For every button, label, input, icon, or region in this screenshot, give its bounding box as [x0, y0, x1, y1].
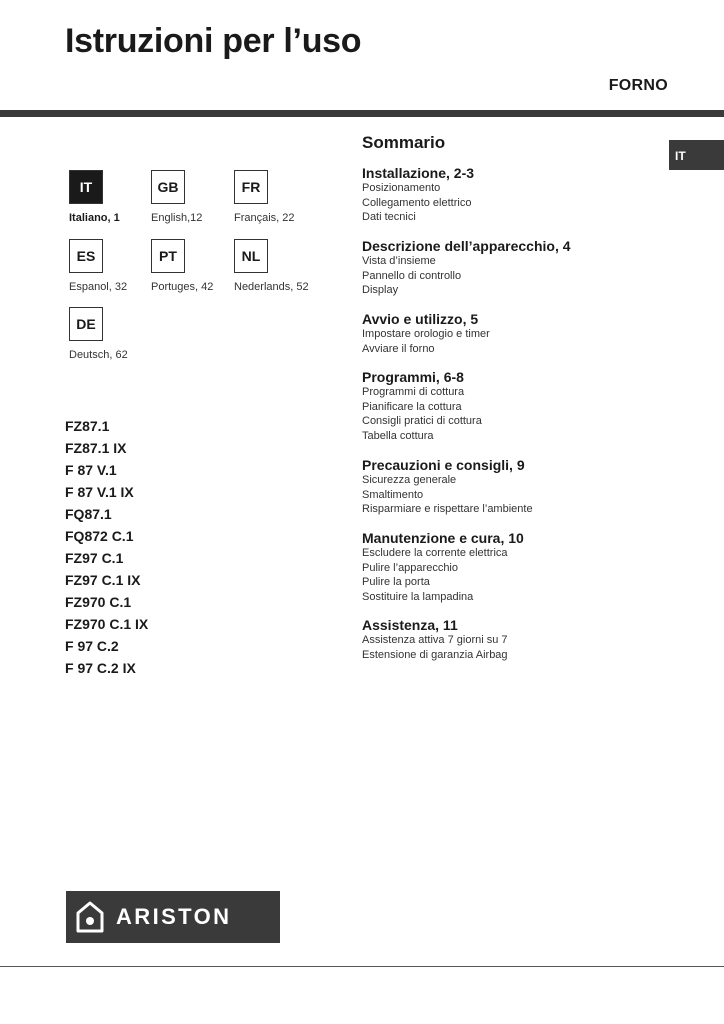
toc-item: Sicurezza generale — [362, 474, 457, 486]
language-caption: Portuges, 42 — [151, 281, 214, 293]
footer-divider — [0, 966, 724, 967]
toc-heading: Installazione, 2-3 — [362, 165, 475, 181]
language-de[interactable] — [69, 307, 128, 361]
language-side-tab: IT — [669, 140, 724, 170]
language-code: IT — [69, 170, 103, 204]
toc-section-precauzioni[interactable] — [362, 457, 533, 517]
product-type: FORNO — [608, 77, 668, 94]
language-caption: Nederlands, 52 — [234, 281, 309, 293]
toc-heading: Avvio e utilizzo, 5 — [362, 311, 479, 327]
toc-item: Sostituire la lampadina — [362, 590, 474, 603]
toc-item: Pianificare la cottura — [362, 400, 462, 413]
model-item: FZ87.1 — [65, 418, 110, 434]
model-item: FZ97 C.1 IX — [65, 572, 141, 588]
model-item: FZ970 C.1 IX — [65, 616, 149, 632]
toc-heading: Assistenza, 11 — [362, 617, 458, 633]
house-icon — [76, 901, 104, 933]
toc-item: Pulire la porta — [362, 576, 430, 589]
language-code: PT — [151, 239, 185, 273]
language-gb[interactable] — [151, 170, 203, 224]
header-divider — [0, 110, 724, 117]
toc-section-manutenzione[interactable] — [362, 530, 524, 604]
toc-item: Vista d’insieme — [362, 255, 436, 267]
model-item: F 97 C.2 — [65, 638, 119, 654]
toc-section-assistenza[interactable] — [362, 617, 508, 662]
toc-section-descrizione[interactable] — [362, 238, 571, 298]
model-item: F 97 C.2 IX — [65, 660, 136, 676]
toc-item: Programmi di cottura — [362, 386, 465, 398]
toc-heading: Manutenzione e cura, 10 — [362, 530, 524, 546]
ariston-logo — [66, 891, 280, 943]
toc-item: Tabella cottura — [362, 429, 434, 442]
toc-title: Sommario — [362, 133, 446, 152]
model-item: FQ872 C.1 — [65, 528, 134, 544]
toc-item: Pannello di controllo — [362, 269, 462, 282]
toc-item: Smaltimento — [362, 488, 424, 501]
toc-item: Posizionamento — [362, 182, 441, 194]
toc-section-programmi[interactable] — [362, 369, 482, 443]
language-code: NL — [234, 239, 268, 273]
language-code: ES — [69, 239, 103, 273]
language-it[interactable] — [69, 170, 120, 224]
model-item: FZ970 C.1 — [65, 594, 132, 610]
model-list — [65, 418, 148, 682]
model-item: F 87 V.1 — [65, 462, 117, 478]
language-fr[interactable] — [234, 170, 295, 224]
brand-name: ARISTON — [116, 904, 232, 929]
toc-item: Dati tecnici — [362, 211, 416, 224]
page-title: Istruzioni per l’uso — [65, 22, 362, 60]
toc-item: Display — [362, 284, 399, 297]
toc-item: Escludere la corrente elettrica — [362, 547, 508, 559]
toc-heading: Precauzioni e consigli, 9 — [362, 457, 525, 473]
language-caption: Espanol, 32 — [69, 281, 128, 293]
model-item: F 87 V.1 IX — [65, 484, 134, 500]
toc-section-installazione[interactable] — [362, 165, 474, 225]
language-pt[interactable] — [151, 239, 214, 293]
toc-item: Estensione di garanzia Airbag — [362, 648, 508, 661]
toc-item: Pulire l’apparecchio — [362, 561, 458, 574]
language-code: GB — [151, 170, 185, 204]
language-caption: Deutsch, 62 — [69, 349, 128, 361]
toc-heading: Descrizione dell’apparecchio, 4 — [362, 238, 571, 254]
language-es[interactable] — [69, 239, 128, 293]
model-item: FQ87.1 — [65, 506, 112, 522]
toc-heading: Programmi, 6-8 — [362, 369, 464, 385]
toc-item: Risparmiare e rispettare l’ambiente — [362, 503, 533, 516]
language-code: DE — [69, 307, 103, 341]
model-item: FZ87.1 IX — [65, 440, 127, 456]
toc-item: Assistenza attiva 7 giorni su 7 — [362, 634, 508, 646]
toc-item: Consigli pratici di cottura — [362, 415, 482, 428]
language-caption: Italiano, 1 — [69, 212, 120, 224]
toc-section-avvio[interactable] — [362, 311, 490, 356]
language-nl[interactable] — [234, 239, 309, 293]
language-caption: English,12 — [151, 212, 203, 224]
language-caption: Français, 22 — [234, 212, 295, 224]
language-code: FR — [234, 170, 268, 204]
toc-item: Collegamento elettrico — [362, 196, 472, 209]
toc-item: Impostare orologio e timer — [362, 328, 490, 340]
model-item: FZ97 C.1 — [65, 550, 124, 566]
toc-item: Avviare il forno — [362, 342, 435, 355]
